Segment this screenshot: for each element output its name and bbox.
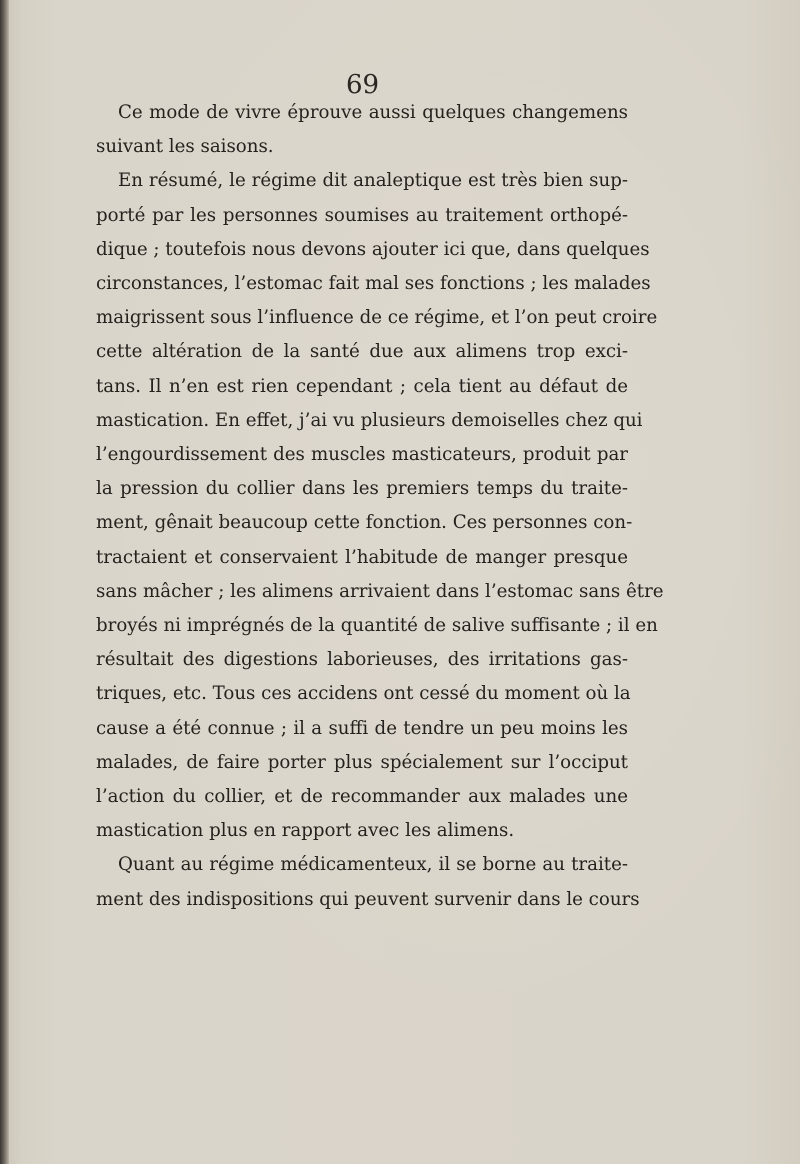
body-text [96, 96, 664, 917]
text-line: mastication plus en rapport avec les alimens. [96, 820, 515, 842]
text-line: ment, gênait beaucoup cette fonction. Ces personnes con- [96, 512, 633, 534]
text-line: dique ; toutefois nous devons ajouter ici que, dans quelques [96, 238, 650, 260]
text-line: ment des indispositions qui peuvent survenir dans le cours [96, 888, 640, 910]
text-line: tans. Il n’en est rien cependant ; cela tient au défaut de [96, 375, 628, 397]
text-line: porté par les personnes soumises au traitement orthopé- [96, 204, 628, 226]
paragraph-3 [96, 848, 640, 916]
text-line: suivant les saisons. [96, 136, 274, 158]
text-line: circonstances, l’estomac fait mal ses fonctions ; les malades [96, 273, 651, 295]
text-line: sans mâcher ; les alimens arrivaient dans l’estomac sans être [96, 580, 664, 602]
text-line: mastication. En effet, j’ai vu plusieurs demoiselles chez qui [96, 409, 643, 431]
text-line: tractaient et conservaient l’habitude de manger presque [96, 546, 628, 568]
text-line: l’action du collier, et de recommander aux malades une [96, 786, 628, 808]
text-line: maigrissent sous l’influence de ce régime, et l’on peut croire [96, 307, 658, 329]
binding-edge [0, 0, 9, 1164]
text-line: triques, etc. Tous ces accidens ont cessé du moment où la [96, 683, 631, 705]
text-line: cause a été connue ; il a suffi de tendre un peu moins les [96, 717, 628, 739]
text-line: cette altération de la santé due aux alimens trop exci- [96, 341, 628, 363]
text-line: En résumé, le régime dit analeptique est très bien sup- [118, 170, 628, 192]
text-line: malades, de faire porter plus spécialement sur l’occiput [96, 751, 628, 773]
text-line: la pression du collier dans les premiers temps du traite- [96, 478, 628, 500]
paragraph-2 [96, 164, 664, 848]
text-line: résultait des digestions laborieuses, des irritations gas- [96, 649, 628, 671]
text-line: Ce mode de vivre éprouve aussi quelques changemens [118, 102, 628, 123]
text-line: Quant au régime médicamenteux, il se borne au traite- [118, 854, 628, 876]
paragraph-1 [96, 96, 628, 164]
page-number: 69 [346, 70, 380, 100]
text-line: broyés ni imprégnés de la quantité de salive suffisante ; il en [96, 615, 658, 637]
text-line: l’engourdissement des muscles masticateurs, produit par [96, 444, 628, 466]
